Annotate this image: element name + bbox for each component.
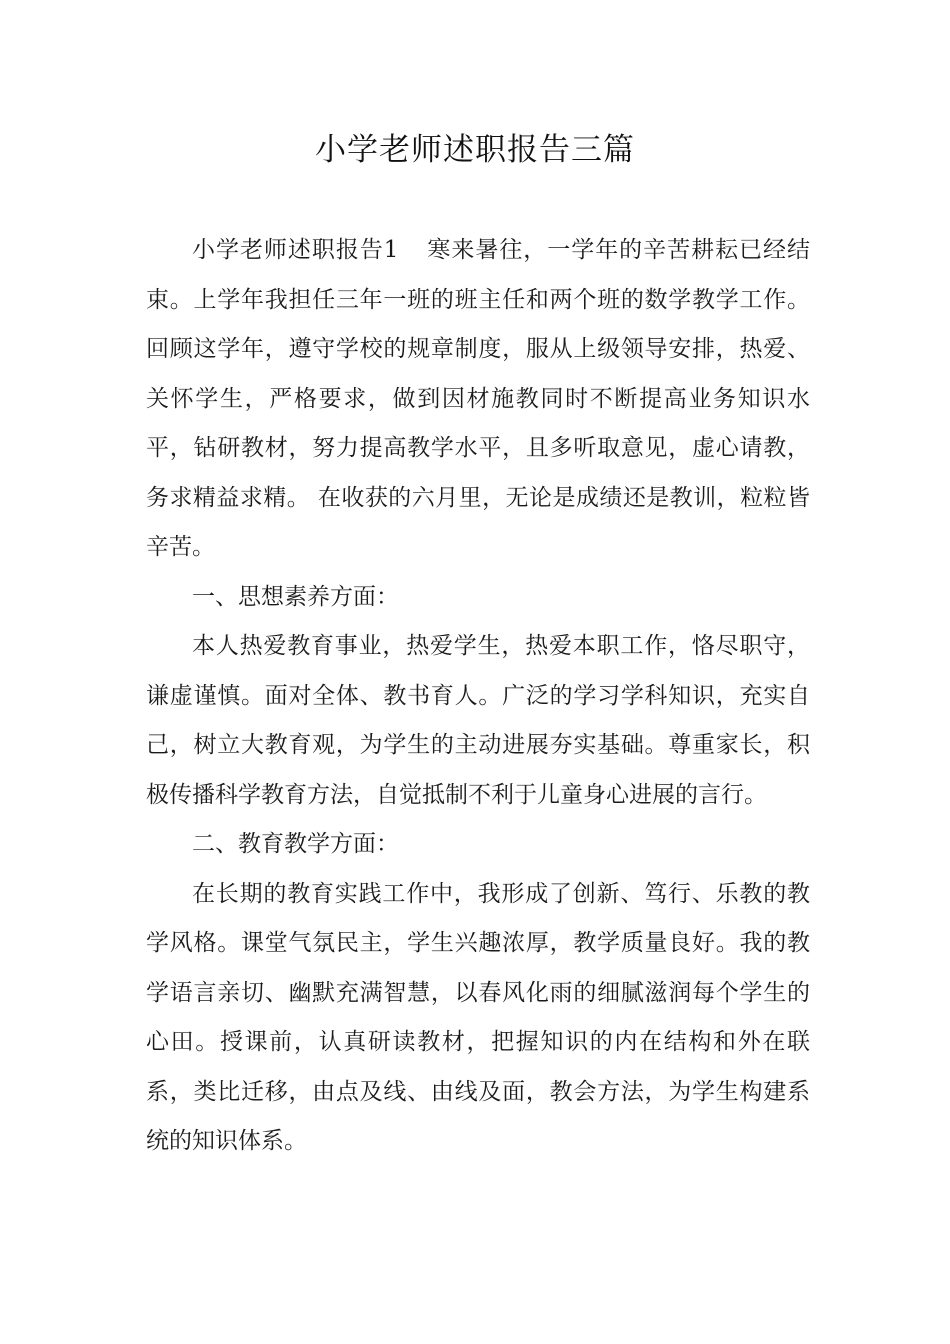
paragraph-ideology: 本人热爱教育事业，热爱学生，热爱本职工作，恪尽职守，谦虚谨慎。面对全体、教书育人。广泛的学习学科知识，充实自己，树立大教育观，为学生的主动进展夯实基础。尊重家长，积极传播科学教育方法，自觉抵制不利于儿童身心进展的言行。 bbox=[146, 633, 810, 808]
paragraph-teaching: 在长期的教育实践工作中，我形成了创新、笃行、乐教的教学风格。课堂气氛民主，学生兴趣浓厚，教学质量良好。我的教学语言亲切、幽默充满智慧，以春风化雨的细腻滋润每个学生的心田。授课前，认真研读教材，把握知识的内在结构和外在联系，类比迁移，由点及线、由线及面，教会方法，为学生构建系统的知识体系。 bbox=[146, 880, 810, 1154]
section-heading-teaching: 二、教育教学方面： bbox=[192, 831, 399, 857]
section-heading-ideology: 一、思想素养方面： bbox=[192, 583, 399, 610]
document-title: 小学老师述职报告三篇 bbox=[315, 132, 635, 168]
paragraph-text: 寒来暑往，一学年的辛苦耕耘已经结束。上学年我担任三年一班的班主任和两个班的数学教学工作。回顾这学年，遵守学校的规章制度，服从上级领导安排，热爱、关怀学生，严格要求，做到因材施教同时不断提高业务知识水平，钻研教材，努力提高教学水平，且多听取意见，虚心请教，务求精益求精。 在收获的六月里，无论是成绩还是教训，粒粒皆辛苦。 bbox=[146, 237, 810, 560]
paragraph-intro bbox=[146, 226, 810, 573]
report-heading: 小学老师述职报告1 bbox=[192, 237, 399, 263]
document-body bbox=[146, 226, 810, 1167]
